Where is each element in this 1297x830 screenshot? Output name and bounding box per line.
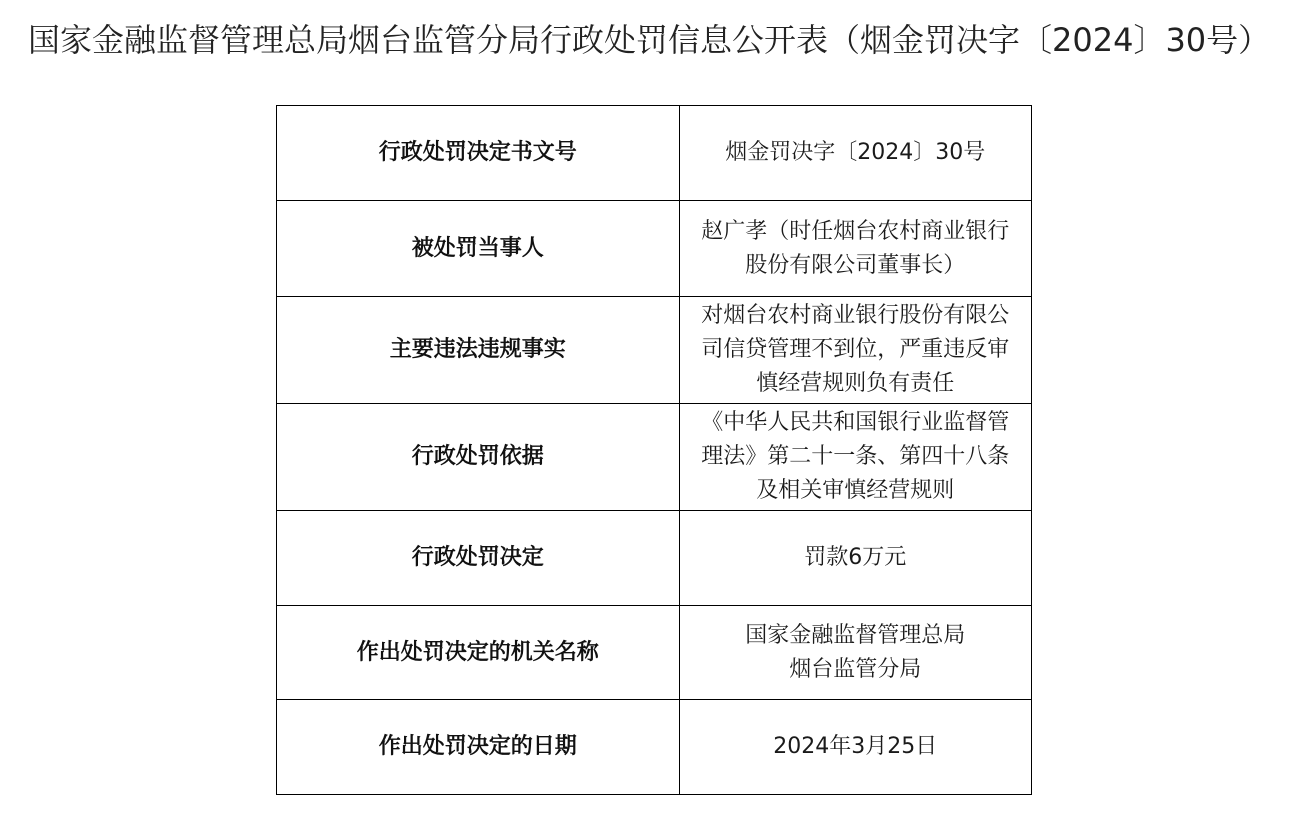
value-line: 赵广孝（时任烟台农村商业银行 (701, 218, 1010, 244)
value-line: 烟金罚决字〔2024〕30号 (725, 140, 986, 165)
table-row-violation-facts (277, 297, 1032, 404)
row-label-party: 被处罚当事人 (277, 201, 680, 297)
value-line: 2024年3月25日 (773, 734, 938, 759)
value-line: 股份有限公司董事长） (745, 252, 966, 278)
row-label-legal-basis: 行政处罚依据 (277, 404, 680, 511)
value-line: 理法》第二十一条、第四十八条 (701, 444, 1010, 469)
row-label-decision-number: 行政处罚决定书文号 (277, 106, 680, 201)
row-value-violation-facts (679, 297, 1031, 404)
row-value-party (679, 201, 1031, 297)
row-label-decision-date: 作出处罚决定的日期 (277, 700, 680, 795)
table-row-party (277, 201, 1032, 297)
table-row-decision-date (277, 700, 1032, 795)
value-line: 罚款6万元 (804, 545, 907, 570)
table-row-decision-number (277, 106, 1032, 201)
value-line: 国家金融监督管理总局 (745, 622, 966, 648)
row-label-authority: 作出处罚决定的机关名称 (277, 606, 680, 700)
value-line: 烟台监管分局 (789, 656, 922, 682)
row-value-decision-date (679, 700, 1031, 795)
page-title: 国家金融监督管理总局烟台监管分局行政处罚信息公开表（烟金罚决字〔2024〕30号） (28, 21, 1271, 59)
value-line: 司信贷管理不到位，严重违反审 (701, 337, 1010, 362)
row-label-penalty-decision: 行政处罚决定 (277, 511, 680, 606)
value-line: 及相关审慎经营规则 (756, 478, 955, 503)
value-line: 《中华人民共和国银行业监督管 (701, 410, 1010, 435)
row-label-violation-facts: 主要违法违规事实 (277, 297, 680, 404)
row-value-penalty-decision (679, 511, 1031, 606)
row-value-decision-number (679, 106, 1031, 201)
table-row-penalty-decision (277, 511, 1032, 606)
row-value-authority (679, 606, 1031, 700)
table-row-legal-basis (277, 404, 1032, 511)
penalty-info-table (276, 105, 1032, 795)
value-line: 慎经营规则负有责任 (756, 371, 955, 396)
table-row-authority (277, 606, 1032, 700)
row-value-legal-basis (679, 404, 1031, 511)
value-line: 对烟台农村商业银行股份有限公 (701, 303, 1010, 328)
